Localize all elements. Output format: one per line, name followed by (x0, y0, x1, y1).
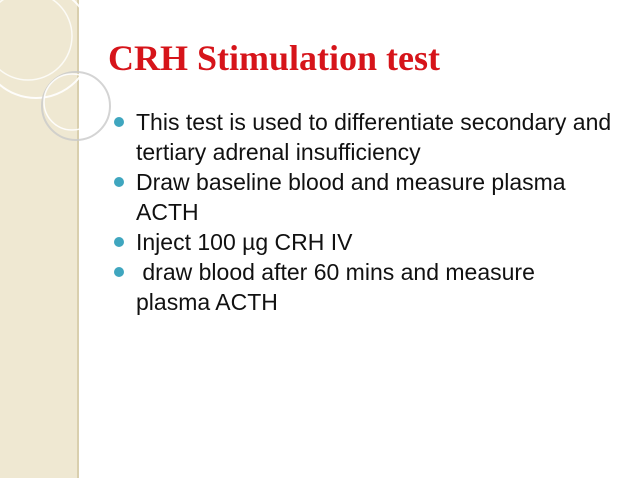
deco-ring-inner (0, 0, 72, 80)
bullet-item (114, 167, 614, 227)
deco-ring-small-inner (44, 74, 100, 130)
bullet-dot-icon (114, 117, 124, 127)
bullet-dot-icon (114, 237, 124, 247)
bullet-text: Inject 100 µg CRH IV (136, 229, 353, 255)
bullet-dot-icon (114, 177, 124, 187)
bullet-list (114, 107, 618, 317)
bullet-text: Draw baseline blood and measure plasma ACTH (136, 169, 571, 225)
bullet-text: draw blood after 60 mins and measure plasma ACTH (136, 259, 542, 315)
bullet-text: This test is used to differentiate secondary and tertiary adrenal insufficiency (136, 109, 618, 165)
bullet-item (114, 227, 614, 257)
bullet-item (114, 107, 618, 167)
slide-title: CRH Stimulation test (108, 38, 440, 78)
bullet-dot-icon (114, 267, 124, 277)
deco-ring-large (0, 0, 92, 98)
bullet-item (114, 257, 614, 317)
